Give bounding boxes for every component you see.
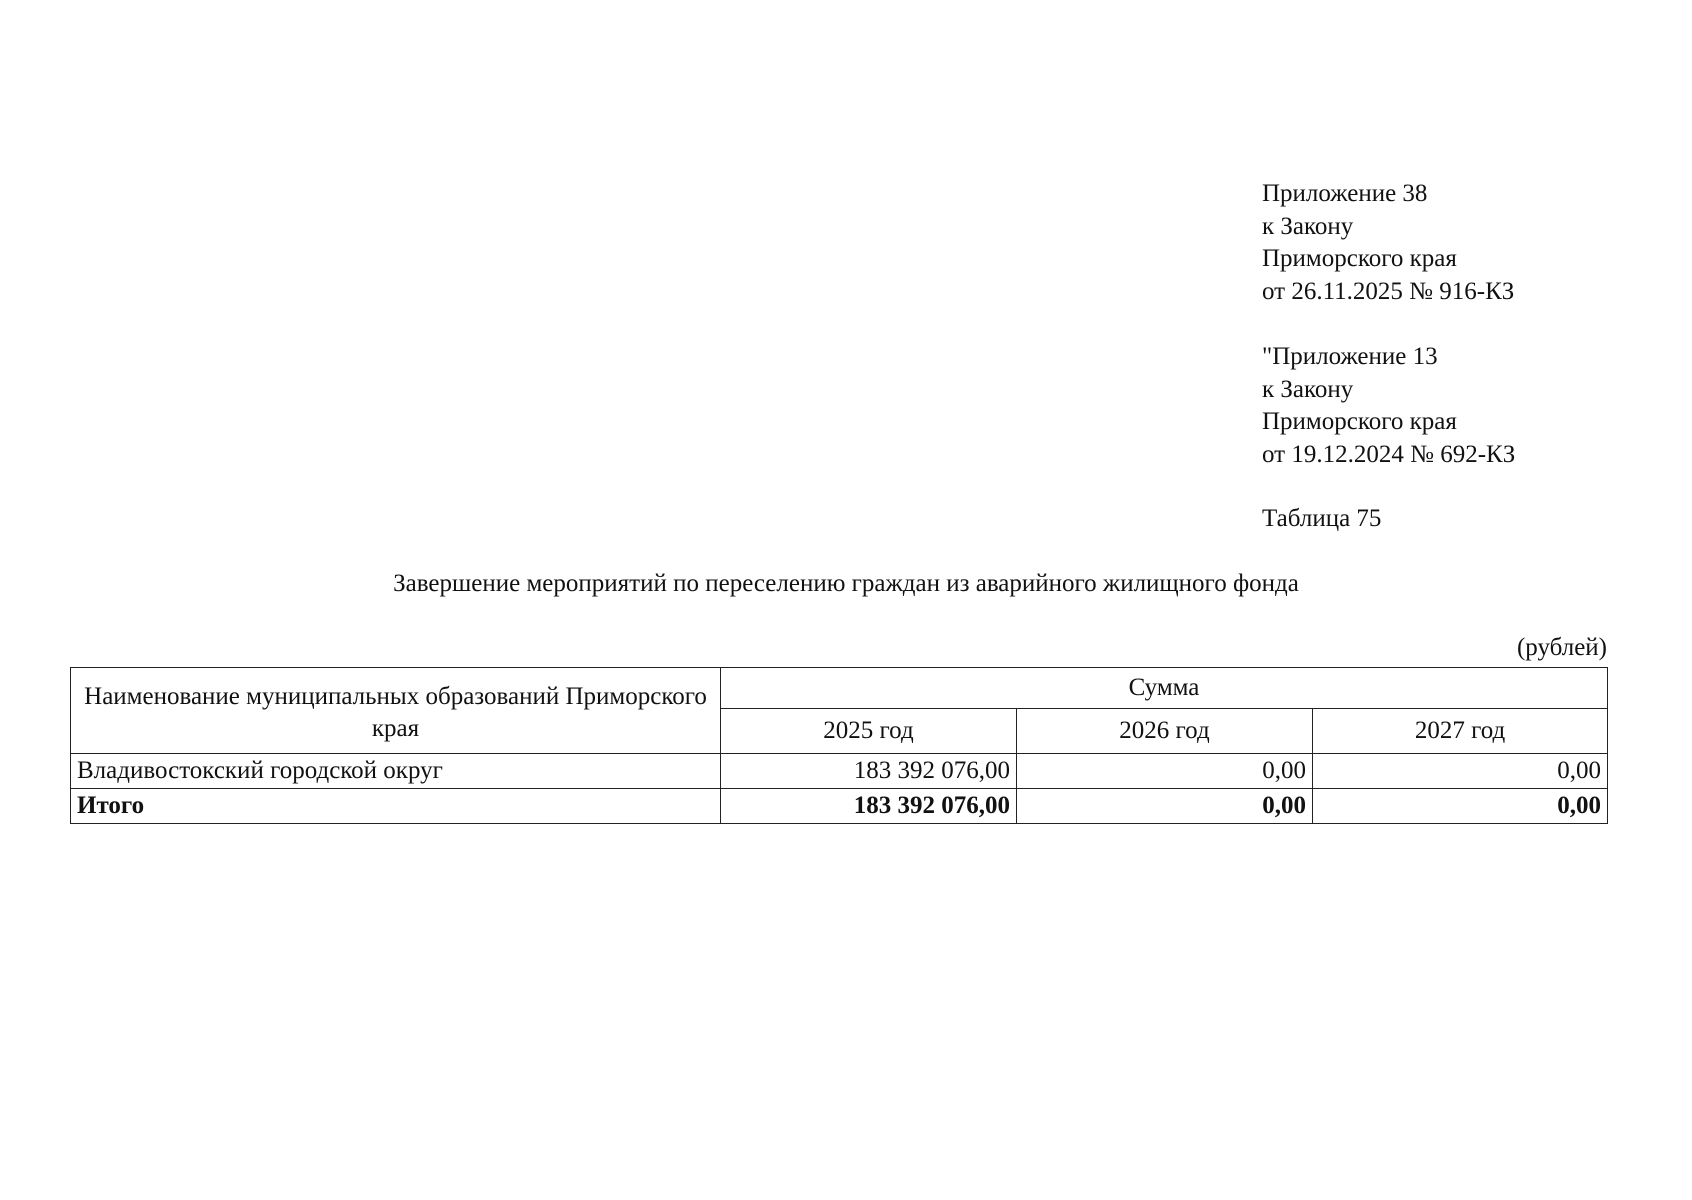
table-row bbox=[71, 754, 1608, 789]
appendix-reference bbox=[1262, 178, 1514, 308]
year-2025-header: 2025 год bbox=[721, 709, 1017, 754]
appendix-date-number: от 26.11.2025 № 916-КЗ bbox=[1262, 277, 1515, 305]
table-number: Таблица 75 bbox=[1262, 505, 1382, 532]
document-title: Завершение мероприятий по переселению граждан из аварийного жилищного фонда bbox=[393, 570, 1299, 597]
table-header-row bbox=[71, 668, 1608, 709]
year-2026-header: 2026 год bbox=[1017, 709, 1313, 754]
sum-column-header: Сумма bbox=[721, 668, 1608, 709]
appendix-law-label: к Закону bbox=[1262, 212, 1354, 240]
appendix-region: Приморского края bbox=[1262, 245, 1457, 272]
quoted-appendix-reference bbox=[1262, 341, 1515, 471]
total-2025: 183 392 076,00 bbox=[721, 789, 1017, 824]
amount-2026: 0,00 bbox=[1017, 754, 1313, 789]
units-label: (рублей) bbox=[1516, 634, 1607, 661]
quoted-appendix-region: Приморского края bbox=[1262, 408, 1457, 435]
quoted-appendix-law-label: к Закону bbox=[1262, 375, 1354, 403]
quoted-appendix-date-number: от 19.12.2024 № 692-КЗ bbox=[1262, 440, 1516, 468]
total-row bbox=[71, 789, 1608, 824]
total-2026: 0,00 bbox=[1017, 789, 1313, 824]
amount-2027: 0,00 bbox=[1313, 754, 1608, 789]
budget-table bbox=[70, 667, 1608, 824]
municipality-name: Владивостокский городской округ bbox=[71, 754, 721, 789]
municipality-column-header: Наименование муниципальных образований Приморского края bbox=[71, 668, 721, 754]
total-2027: 0,00 bbox=[1313, 789, 1608, 824]
appendix-number: Приложение 38 bbox=[1262, 180, 1428, 207]
amount-2025: 183 392 076,00 bbox=[721, 754, 1017, 789]
total-label: Итого bbox=[71, 789, 721, 824]
year-2027-header: 2027 год bbox=[1313, 709, 1608, 754]
quoted-appendix-number: "Приложение 13 bbox=[1262, 343, 1438, 370]
